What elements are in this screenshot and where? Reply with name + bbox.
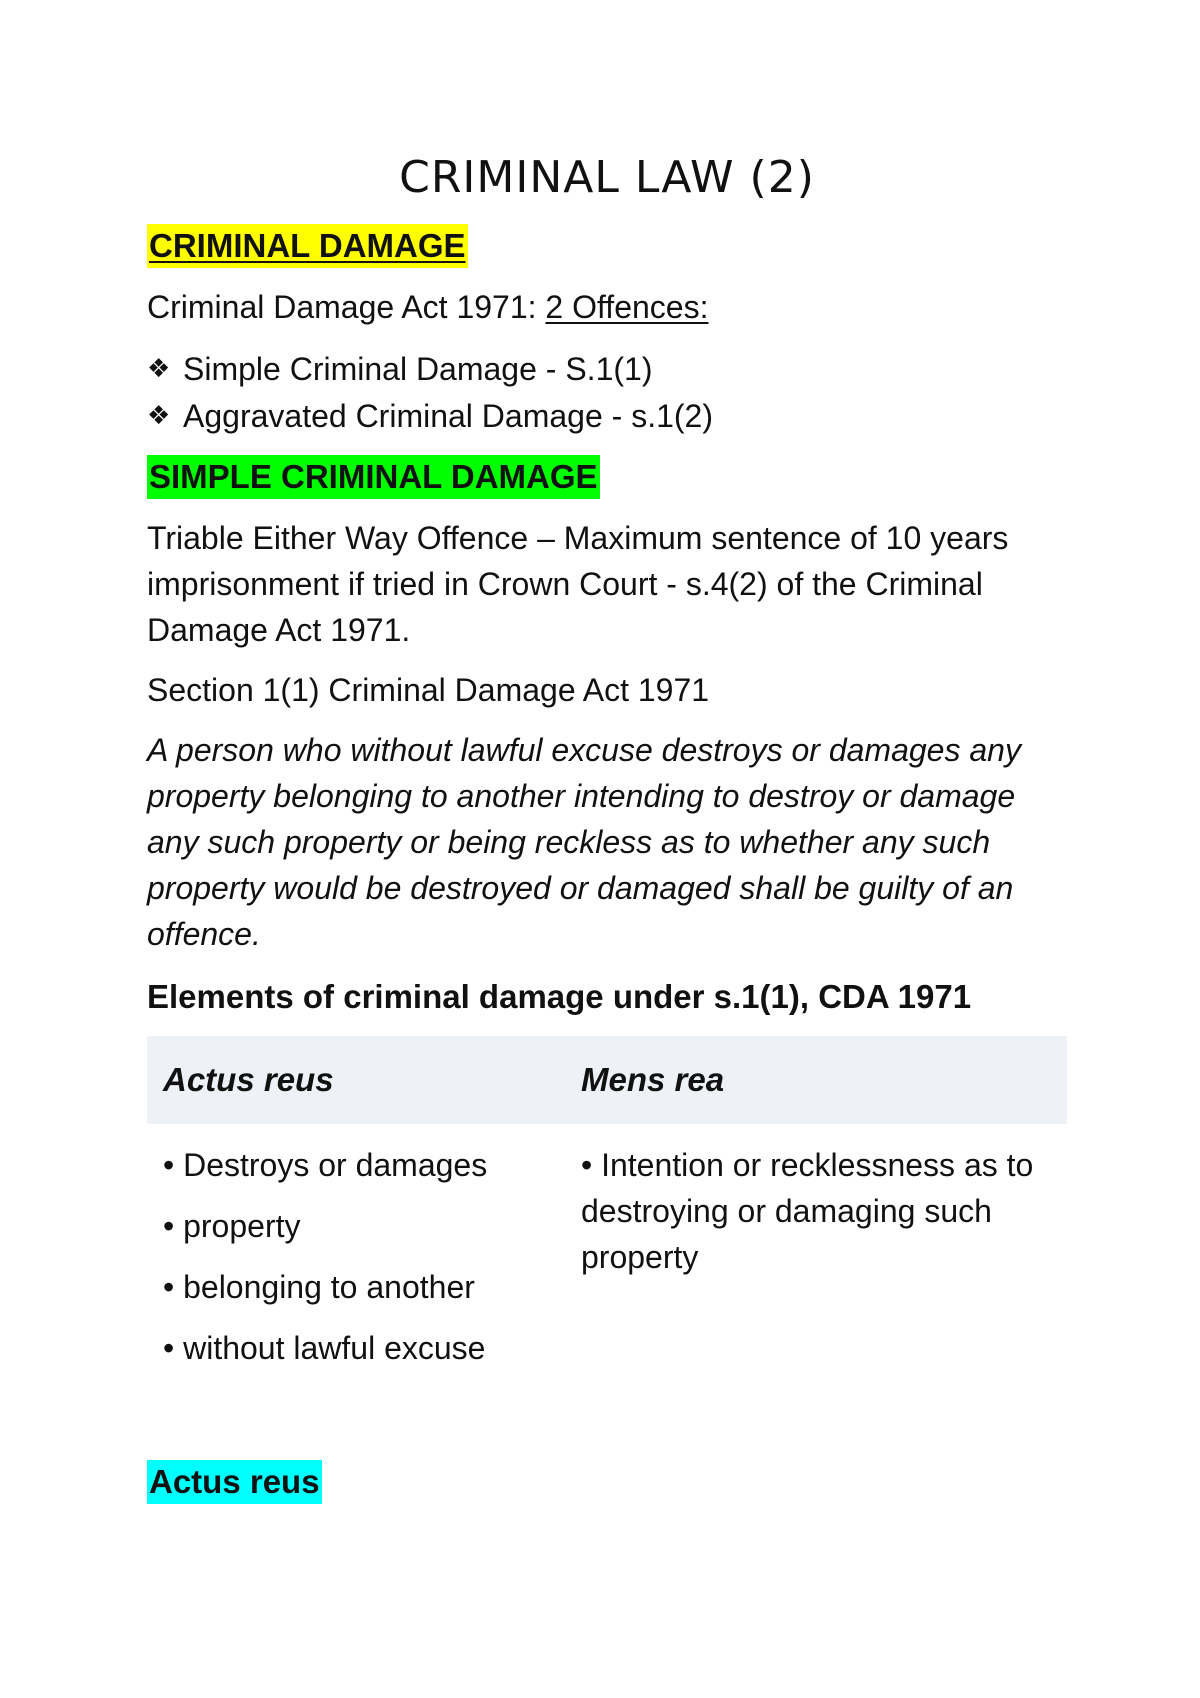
heading-criminal-damage: CRIMINAL DAMAGE xyxy=(147,224,468,268)
mens-rea-text: • Intention or recklessness as to destroying or damaging such property xyxy=(581,1147,1034,1275)
list-item: • property xyxy=(163,1208,301,1244)
diamond-bullet-icon: ❖ xyxy=(147,354,171,384)
intro-prefix: Criminal Damage Act 1971: xyxy=(147,289,546,325)
header-actus-reus: Actus reus xyxy=(147,1036,565,1124)
heading-simple-criminal-damage: SIMPLE CRIMINAL DAMAGE xyxy=(147,455,600,499)
heading-actus-reus: Actus reus xyxy=(147,1460,322,1504)
list-item: • Destroys or damages xyxy=(163,1147,488,1183)
actus-reus-cell xyxy=(147,1124,565,1386)
triable-paragraph: Triable Either Way Offence – Maximum sentence of 10 years imprisonment if tried in Crown Court - s.4(2) of the Criminal Damage Act 1971. xyxy=(147,520,1009,648)
section-reference: Section 1(1) Criminal Damage Act 1971 xyxy=(147,672,710,708)
list-item-text: Simple Criminal Damage - S.1(1) xyxy=(183,351,653,387)
statute-quote: A person who without lawful excuse destroys or damages any property belonging to another intending to destroy or damage any such property or being reckless as to whether any such property would be destroyed or damaged shall be guilty of an offence. xyxy=(147,732,1021,952)
list-item: • without lawful excuse xyxy=(163,1330,486,1366)
intro-line xyxy=(147,284,1067,330)
mens-rea-cell xyxy=(565,1124,1067,1386)
list-item xyxy=(147,346,713,393)
document-title: CRIMINAL LAW (2) xyxy=(399,152,815,203)
intro-offences-count: 2 Offences: xyxy=(545,289,709,325)
elements-heading: Elements of criminal damage under s.1(1), CDA 1971 xyxy=(147,978,972,1015)
elements-table xyxy=(147,1036,1067,1386)
header-mens-rea: Mens rea xyxy=(565,1036,1067,1124)
diamond-bullet-icon: ❖ xyxy=(147,401,171,431)
list-item xyxy=(147,393,713,440)
table-row xyxy=(147,1124,1067,1386)
table-header-row xyxy=(147,1036,1067,1124)
actus-reus-list xyxy=(163,1142,549,1371)
offences-list xyxy=(147,346,713,440)
list-item-text: Aggravated Criminal Damage - s.1(2) xyxy=(183,398,713,434)
list-item: • belonging to another xyxy=(163,1269,475,1305)
